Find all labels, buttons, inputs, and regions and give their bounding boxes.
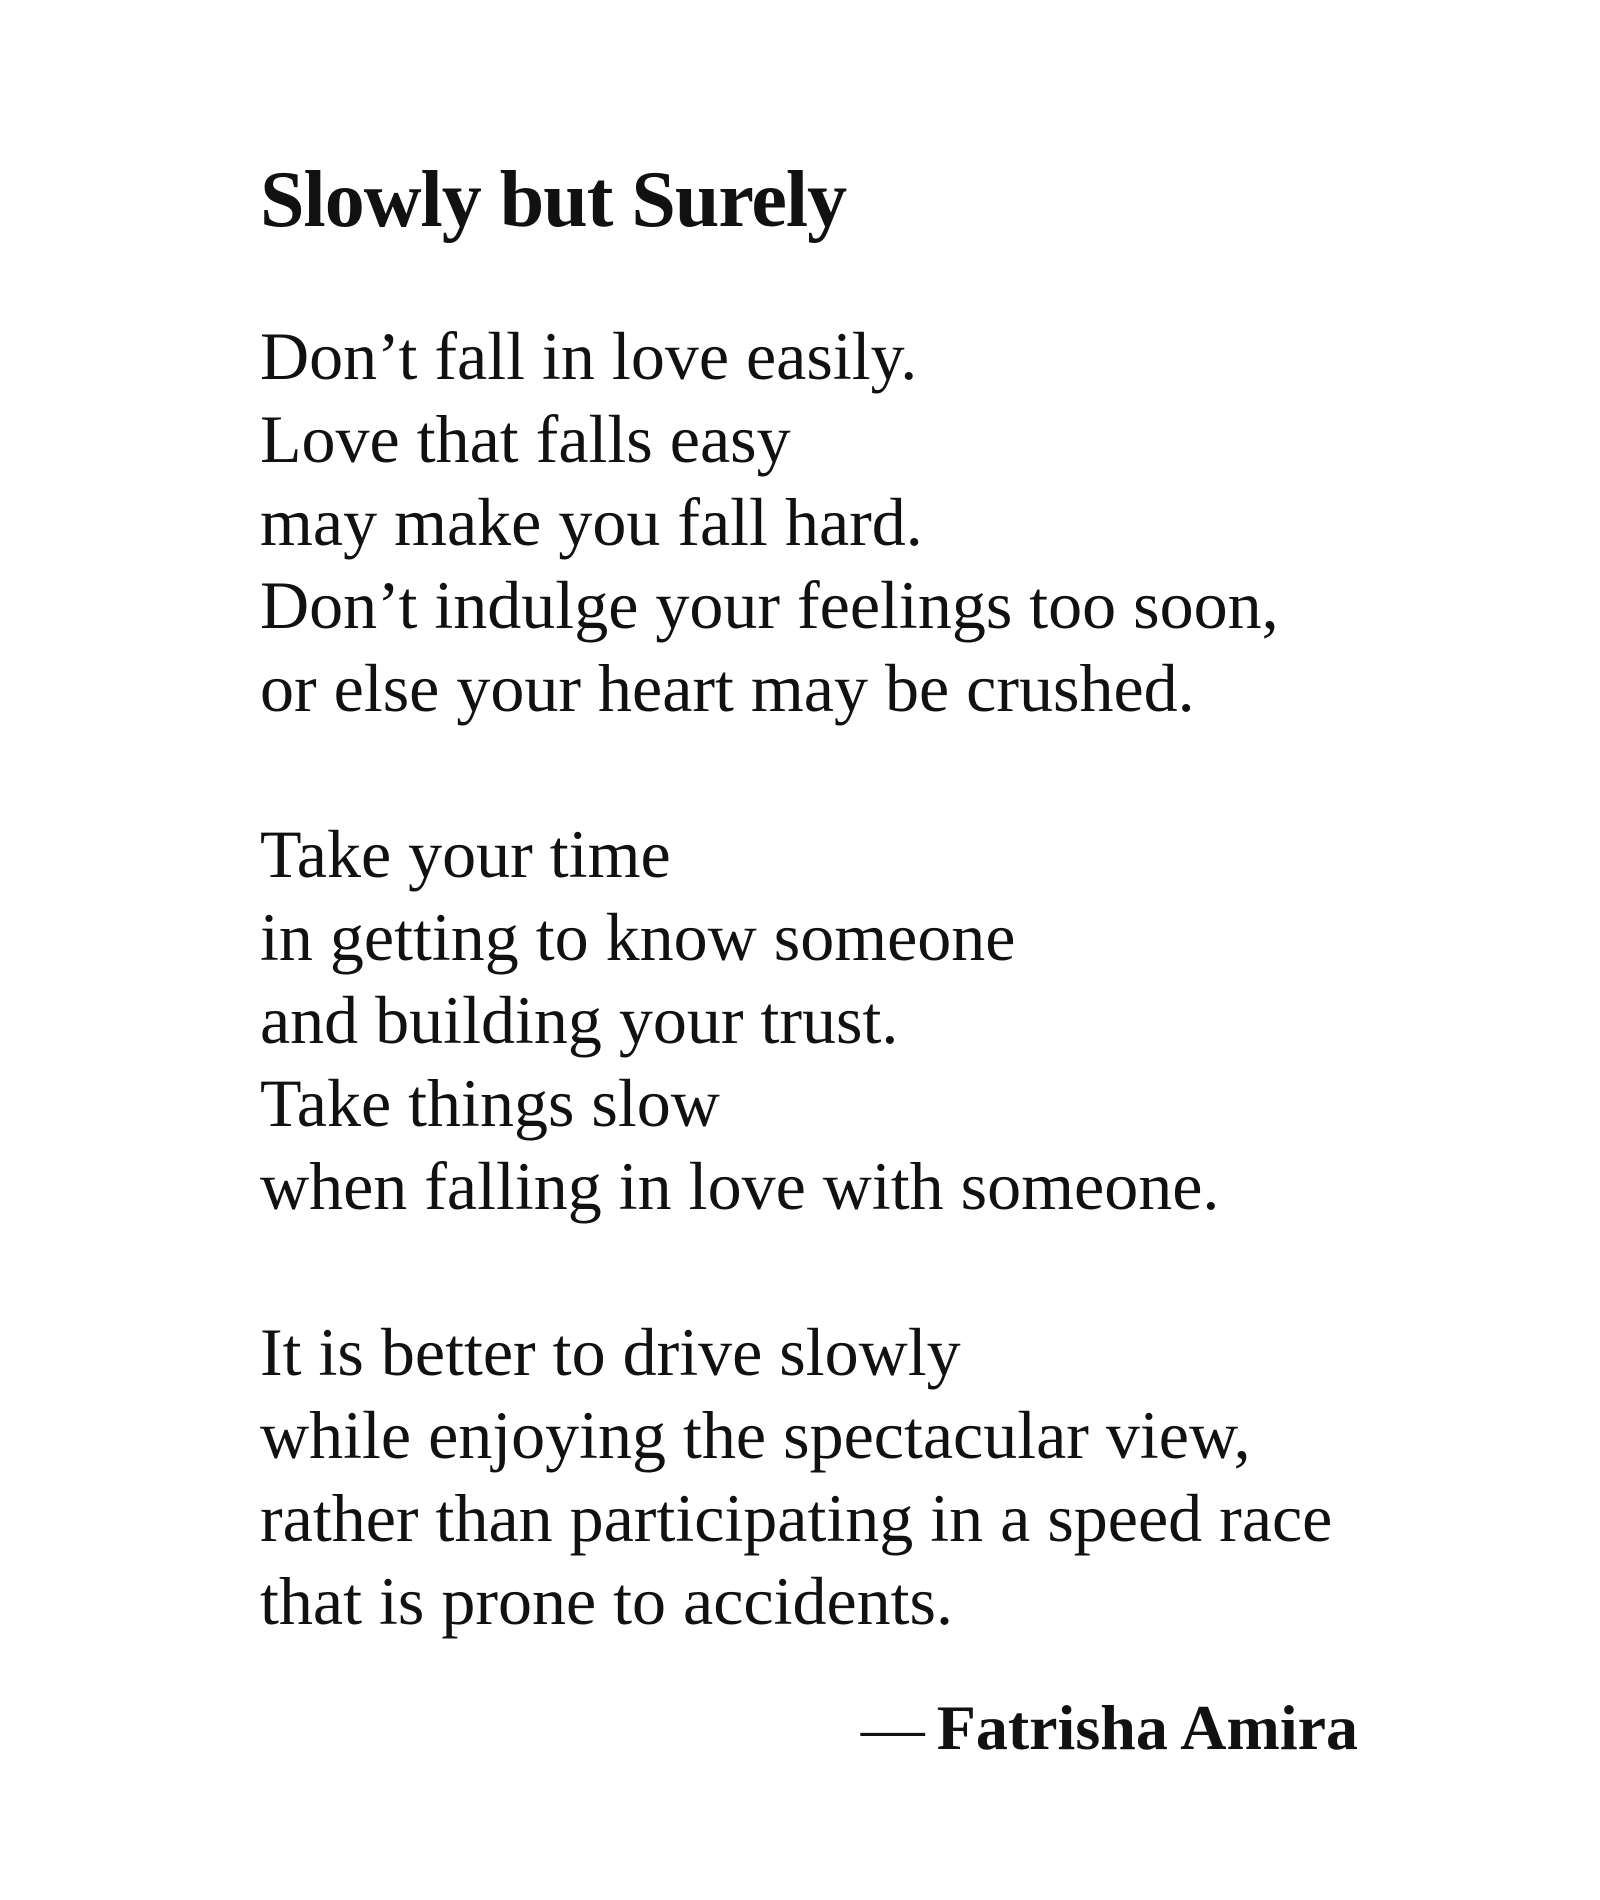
author-name: Fatrisha Amira [936,1692,1358,1763]
stanza-2 [260,813,1380,1228]
poem-title: Slowly but Surely [260,156,847,244]
poem-line: when falling in love with someone. [260,1148,1220,1224]
poem [260,150,1380,1643]
poem-line: in getting to know someone [260,899,1016,975]
poem-line: or else your heart may be crushed. [260,650,1195,726]
attribution-dash: — [860,1692,925,1763]
poem-line: rather than participating in a speed race [260,1480,1333,1556]
stanza-3 [260,1311,1380,1643]
poem-line: may make you fall hard. [260,484,923,560]
stanza-1 [260,315,1380,730]
poem-line: that is prone to accidents. [260,1563,954,1639]
attribution [861,1688,1358,1768]
poem-line: Love that falls easy [260,401,791,477]
poem-line: Don’t indulge your feelings too soon, [260,567,1279,643]
poem-line: Don’t fall in love easily. [260,318,918,394]
poem-line: Take things slow [260,1065,720,1141]
poem-line: while enjoying the spectacular view, [260,1397,1251,1473]
poem-line: It is better to drive slowly [260,1314,961,1390]
poem-line: and building your trust. [260,982,899,1058]
poem-line: Take your time [260,816,671,892]
